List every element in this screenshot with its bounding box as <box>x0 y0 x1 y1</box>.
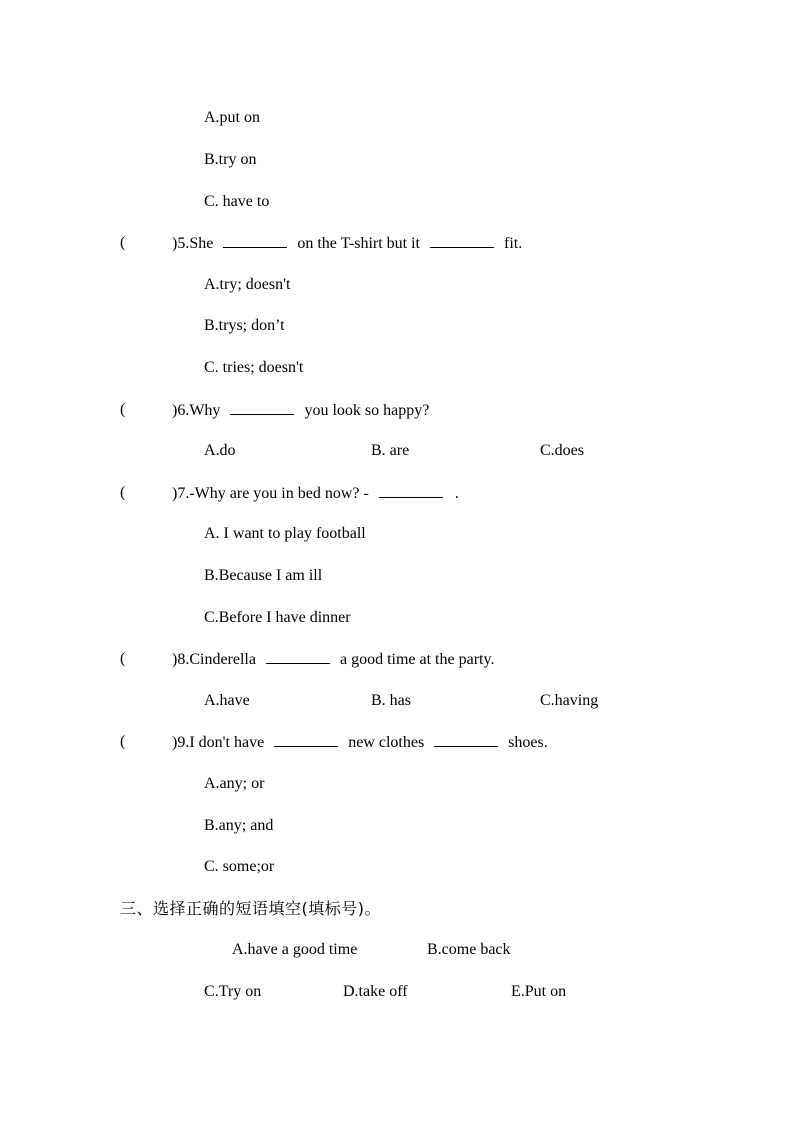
q6-answer-paren: ( <box>120 401 126 418</box>
phrase-a: A.have a good time <box>232 941 358 958</box>
q8-blank-1[interactable] <box>266 649 330 664</box>
q8-option-a: A.have <box>204 692 250 709</box>
q8-answer-paren: ( <box>120 650 126 667</box>
q4-option-b: B.try on <box>204 151 257 168</box>
q9-text-1: )9.I don't have <box>172 734 265 751</box>
q6-blank-1[interactable] <box>230 400 294 415</box>
q9-blank-1[interactable] <box>274 732 338 747</box>
q5-question <box>172 233 522 254</box>
q6-option-a: A.do <box>204 442 236 459</box>
q4-option-a: A.put on <box>204 109 260 126</box>
q7-text-1: )7.-Why are you in bed now? - <box>172 485 369 502</box>
q7-text-2: . <box>454 485 459 502</box>
q8-option-c: C.having <box>540 692 599 709</box>
q5-text-2: on the T-shirt but it <box>297 235 420 252</box>
q6-text-2: you look so happy? <box>304 402 430 419</box>
q7-question <box>172 483 459 504</box>
q7-option-b: B.Because I am ill <box>204 567 323 584</box>
q5-blank-2[interactable] <box>430 233 494 248</box>
q7-option-c: C.Before I have dinner <box>204 609 351 626</box>
q7-answer-paren: ( <box>120 484 126 501</box>
q5-option-b: B.trys; don’t <box>204 317 285 334</box>
q9-text-3: shoes. <box>508 734 548 751</box>
q9-option-c: C. some;or <box>204 858 275 875</box>
q8-option-b: B. has <box>371 692 411 709</box>
q5-blank-1[interactable] <box>223 233 287 248</box>
phrase-e: E.Put on <box>511 983 567 1000</box>
q8-text-2: a good time at the party. <box>339 651 495 668</box>
phrase-c: C.Try on <box>204 983 262 1000</box>
q6-option-c: C.does <box>540 442 584 459</box>
section-3-heading: 三、选择正确的短语填空(填标号)。 <box>120 899 381 918</box>
q9-answer-paren: ( <box>120 733 126 750</box>
q9-option-a: A.any; or <box>204 775 265 792</box>
phrase-d: D.take off <box>343 983 408 1000</box>
q7-option-a: A. I want to play football <box>204 525 366 542</box>
q9-option-b: B.any; and <box>204 817 274 834</box>
q6-option-b: B. are <box>371 442 410 459</box>
q7-blank-1[interactable] <box>379 483 443 498</box>
q9-question <box>172 732 548 753</box>
q5-answer-paren: ( <box>120 234 126 251</box>
q8-text-1: )8.Cinderella <box>172 651 256 668</box>
q6-text-1: )6.Why <box>172 402 221 419</box>
q5-text-3: fit. <box>504 235 523 252</box>
q8-question <box>172 649 494 670</box>
q6-question <box>172 400 429 421</box>
q4-option-c: C. have to <box>204 193 270 210</box>
q5-text-1: )5.She <box>172 235 214 252</box>
q5-option-a: A.try; doesn't <box>204 276 291 293</box>
q5-option-c: C. tries; doesn't <box>204 359 304 376</box>
phrase-b: B.come back <box>427 941 511 958</box>
q9-text-2: new clothes <box>348 734 425 751</box>
q9-blank-2[interactable] <box>434 732 498 747</box>
